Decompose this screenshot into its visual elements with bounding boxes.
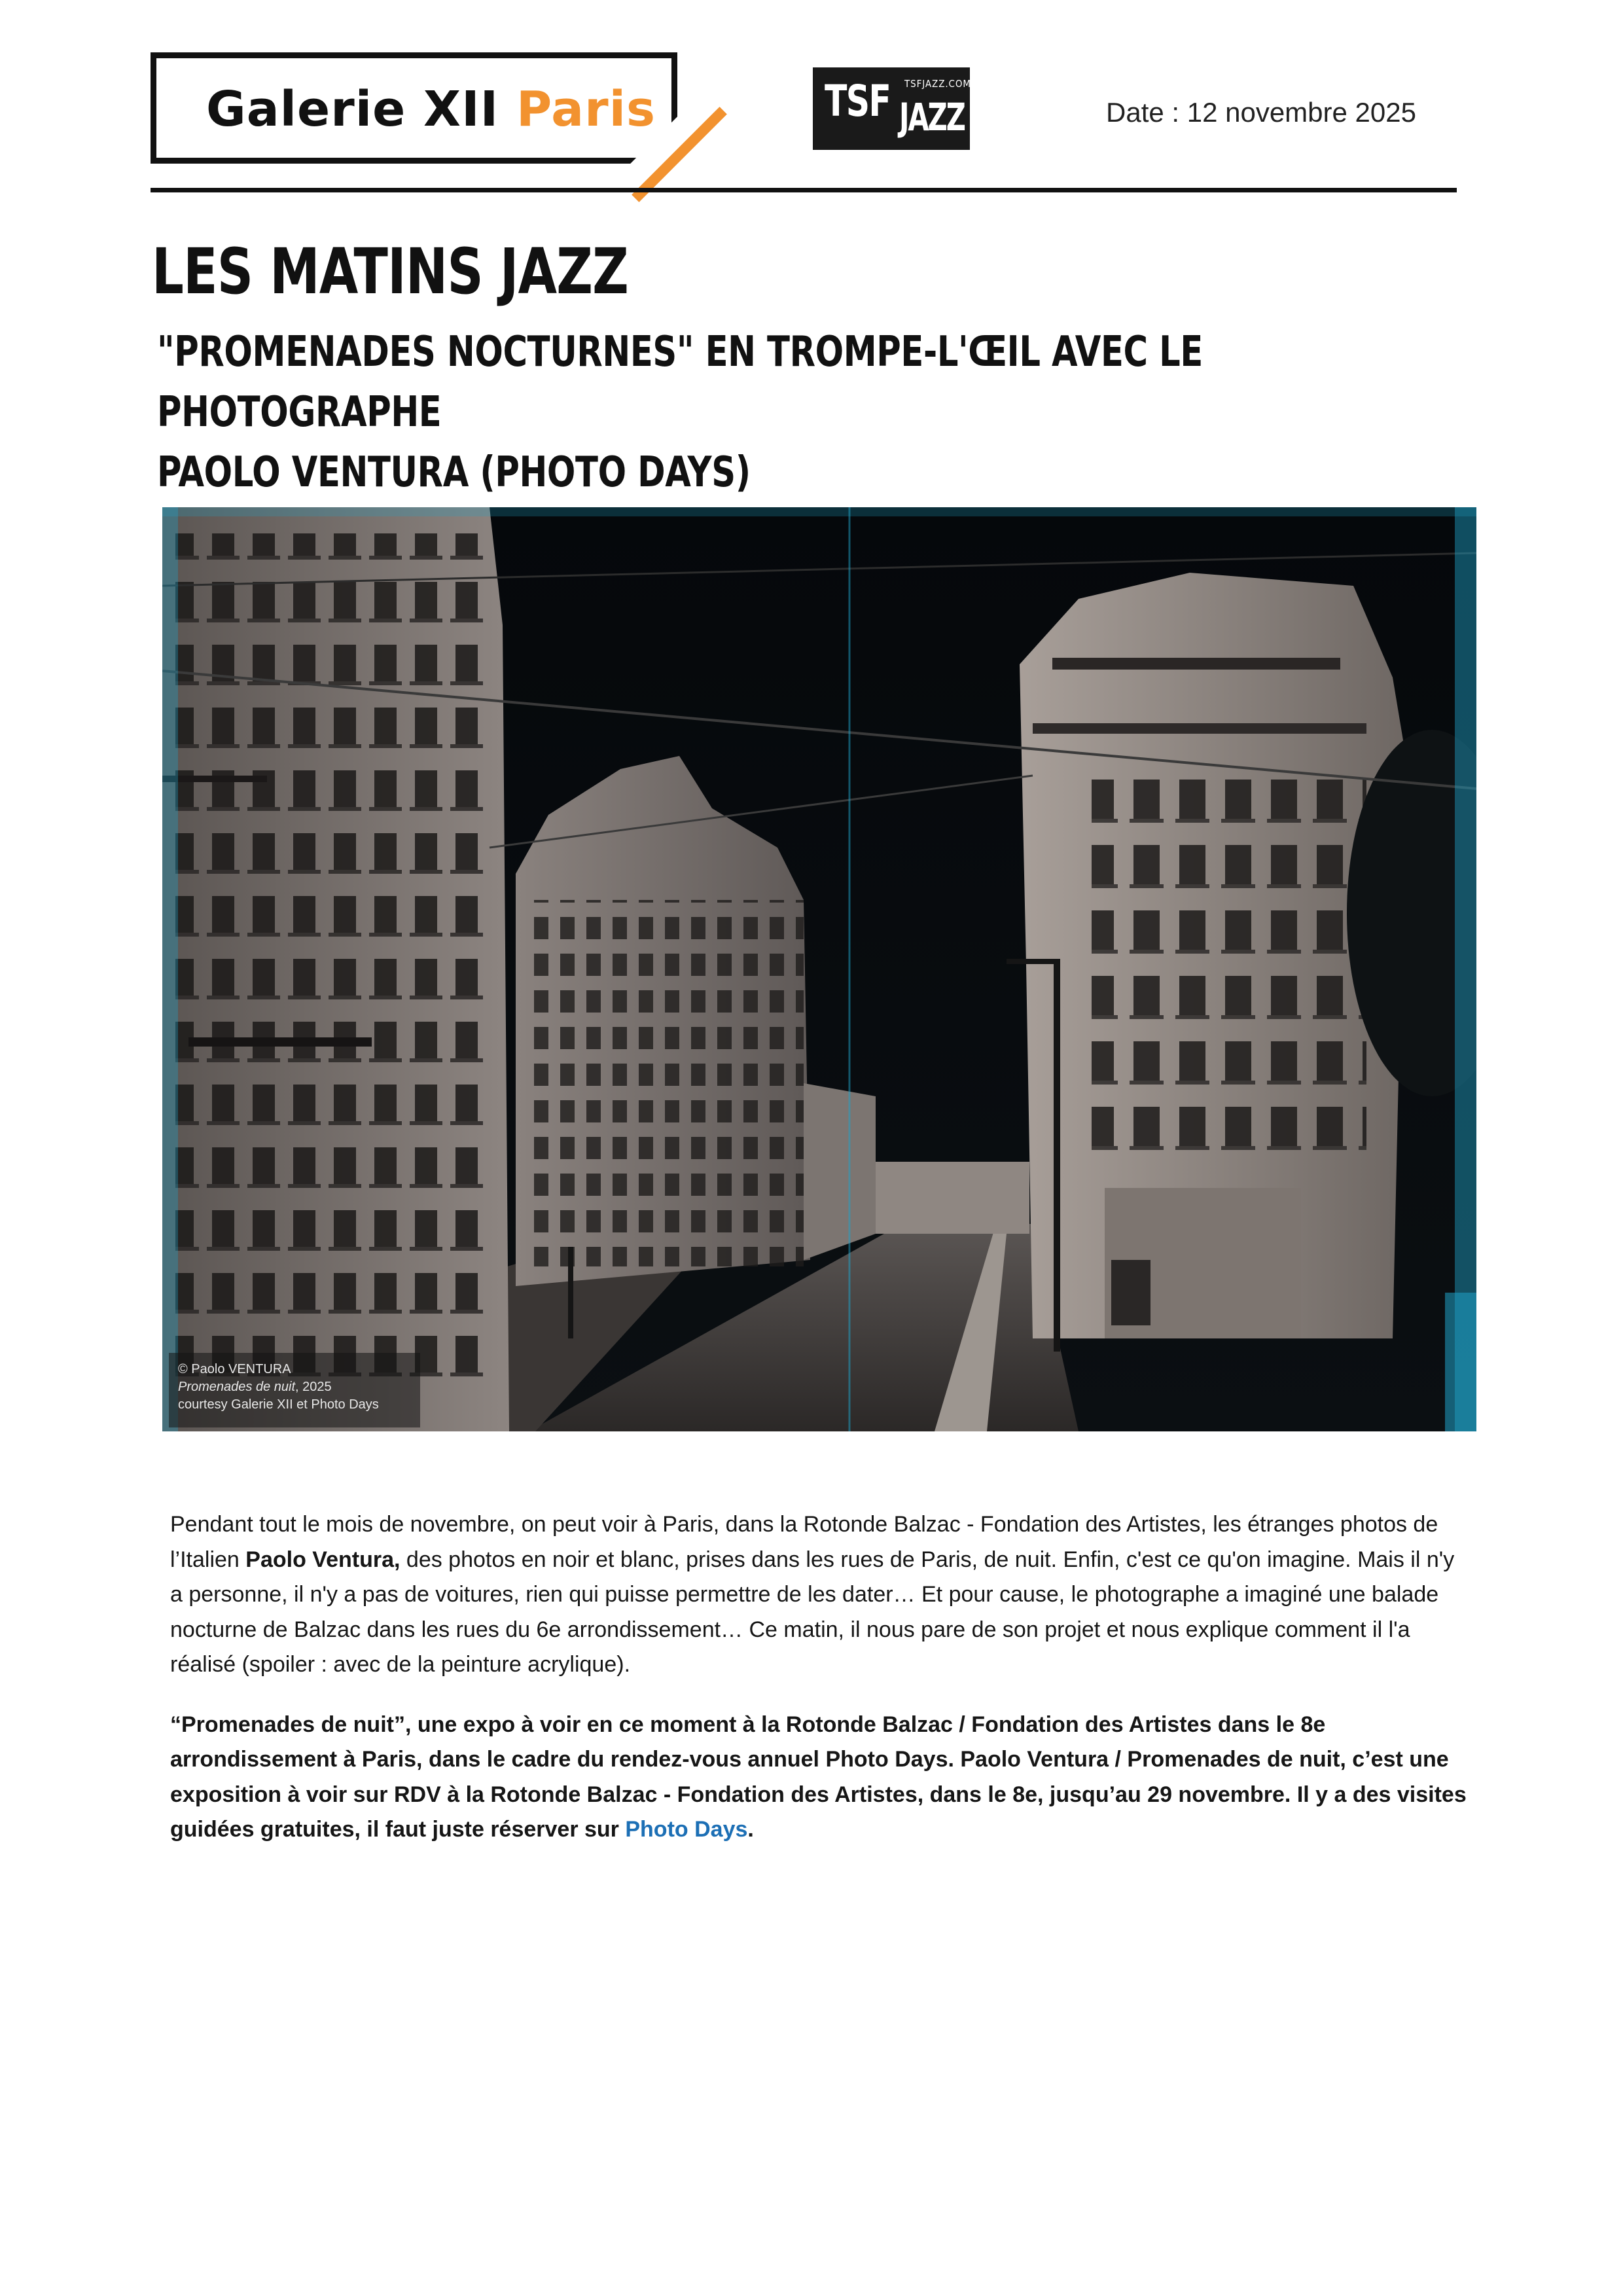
article-body: [170, 1507, 1472, 1848]
jazz-logo-text: JAZZ: [899, 95, 965, 139]
caption-work-title: Promenades de nuit: [178, 1380, 296, 1394]
caption-credit: courtesy Galerie XII et Photo Days: [178, 1397, 379, 1412]
publication-date: Date : 12 novembre 2025: [1106, 97, 1416, 128]
tsf-logo-text: TSF: [825, 76, 891, 126]
photo-days-link[interactable]: Photo Days: [625, 1817, 748, 1842]
gallery-city: Paris: [516, 81, 656, 137]
section-title: LES MATINS JAZZ: [152, 235, 629, 308]
article-title-line1: "PROMENADES NOCTURNES" EN TROMPE-L'ŒIL AVEC LE PHOTOGRAPHE: [157, 328, 1203, 437]
header-divider: [151, 188, 1457, 192]
gallery-logo-text: [206, 77, 656, 142]
photo-caption: [169, 1353, 420, 1427]
paragraph-intro: [170, 1507, 1472, 1683]
caption-copyright: © Paolo VENTURA: [178, 1362, 291, 1376]
paragraph-exhibition: [170, 1708, 1472, 1848]
paragraph-intro-text-2: des photos en noir et blanc, prises dans les rues de Paris, de nuit. Enfin, c'est ce qu'on imagine. Mais il n'y a personne, il n'y a pas de voitures, rien qui puisse permettre de les dater… Et pour cause, le photographe a imaginé une balade nocturne de Balzac dans les rues du 6e arrondissement… Ce matin, il nous pare de son projet et nous explique comment il l'a réalisé (spoiler : avec de la peinture acrylique).: [170, 1547, 1455, 1677]
article-photo: [162, 507, 1476, 1431]
caption-title: [178, 1378, 411, 1396]
article-title: [157, 322, 1466, 503]
tsfjazz-logo: [813, 67, 970, 150]
tsfjazz-url-text: TSFJAZZ.COM: [904, 78, 971, 90]
gallery-logo: [151, 52, 677, 164]
caption-year: , 2025: [295, 1380, 332, 1394]
street-night-illustration: [162, 507, 1476, 1431]
artist-name: Paolo Ventura,: [245, 1547, 401, 1572]
article-title-line2: PAOLO VENTURA (PHOTO DAYS): [157, 448, 751, 497]
paragraph-intro-text-1: Pendant tout le mois de novembre, on peut voir à Paris, dans la Rotonde Balzac - Fondation des Artistes, les étranges photos de l’Italien: [170, 1512, 1438, 1572]
paragraph-exhibition-text: “Promenades de nuit”, une expo à voir en ce moment à la Rotonde Balzac / Fondation des Artistes dans le 8e arrondissement à Paris, dans le cadre du rendez-vous annuel Photo Days. Paolo Ventura / Promenades de nuit, c’est une exposition à voir sur RDV à la Rotonde Balzac - Fondation des Artistes, dans le 8e, jusqu’au 29 novembre. Il y a des visites guidées gratuites, il faut juste réserver sur: [170, 1712, 1467, 1842]
gallery-name: Galerie XII: [206, 81, 499, 137]
paragraph-exhibition-end: .: [747, 1817, 754, 1842]
